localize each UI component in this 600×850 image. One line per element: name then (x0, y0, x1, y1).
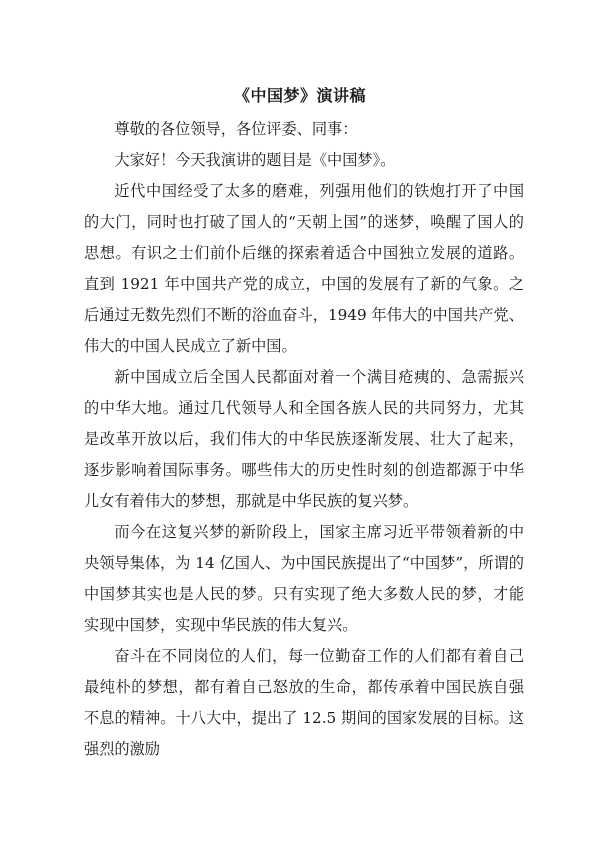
body-paragraph: 新中国成立后全国人民都面对着一个满目疮痍的、急需振兴的中华大地。通过几代领导人和全国各族人民的共同努力，尤其是改革开放以后，我们伟大的中华民族逐渐发展、壮大了起来，逐步影响着国际事务。哪些伟大的历史性时刻的创造都源于中华儿女有着伟大的梦想，那就是中华民族的复兴梦。 (84, 368, 524, 510)
body-paragraph: 而今在这复兴梦的新阶段上，国家主席习近平带领着新的中央领导集体，为 14 亿国人、为中国民族提出了“中国梦”，所谓的中国梦其实也是人民的梦。只有实现了绝大多数人民的梦，才能实现中国梦，实现中华民族的伟大复兴。 (84, 523, 524, 634)
speech-body (84, 114, 524, 765)
page-title: 《中国梦》演讲稿 (233, 86, 366, 105)
greeting-paragraph: 大家好！今天我演讲的题目是《中国梦》。 (114, 151, 396, 169)
body-paragraph: 奋斗在不同岗位的人们，每一位勤奋工作的人们都有着自己最纯朴的梦想，都有着自己怒放的生命，都传承着中国民族自强不息的精神。十八大中，提出了 12.5 期间的国家发展的目标。这强烈的激励 (84, 647, 524, 758)
salutation-paragraph: 尊敬的各位领导，各位评委、同事： (114, 120, 358, 138)
body-paragraph: 近代中国经受了太多的磨难，列强用他们的铁炮打开了中国的大门，同时也打破了国人的“天朝上国”的迷梦，唤醒了国人的思想。有识之士们前仆后继的探索着适合中国独立发展的道路。直到 1921 年中国共产党的成立，中国的发展有了新的气象。之后通过无数先烈们不断的浴血奋斗，1949 年伟大的中国共产党、伟大的中国人民成立了新中国。 (84, 182, 524, 355)
